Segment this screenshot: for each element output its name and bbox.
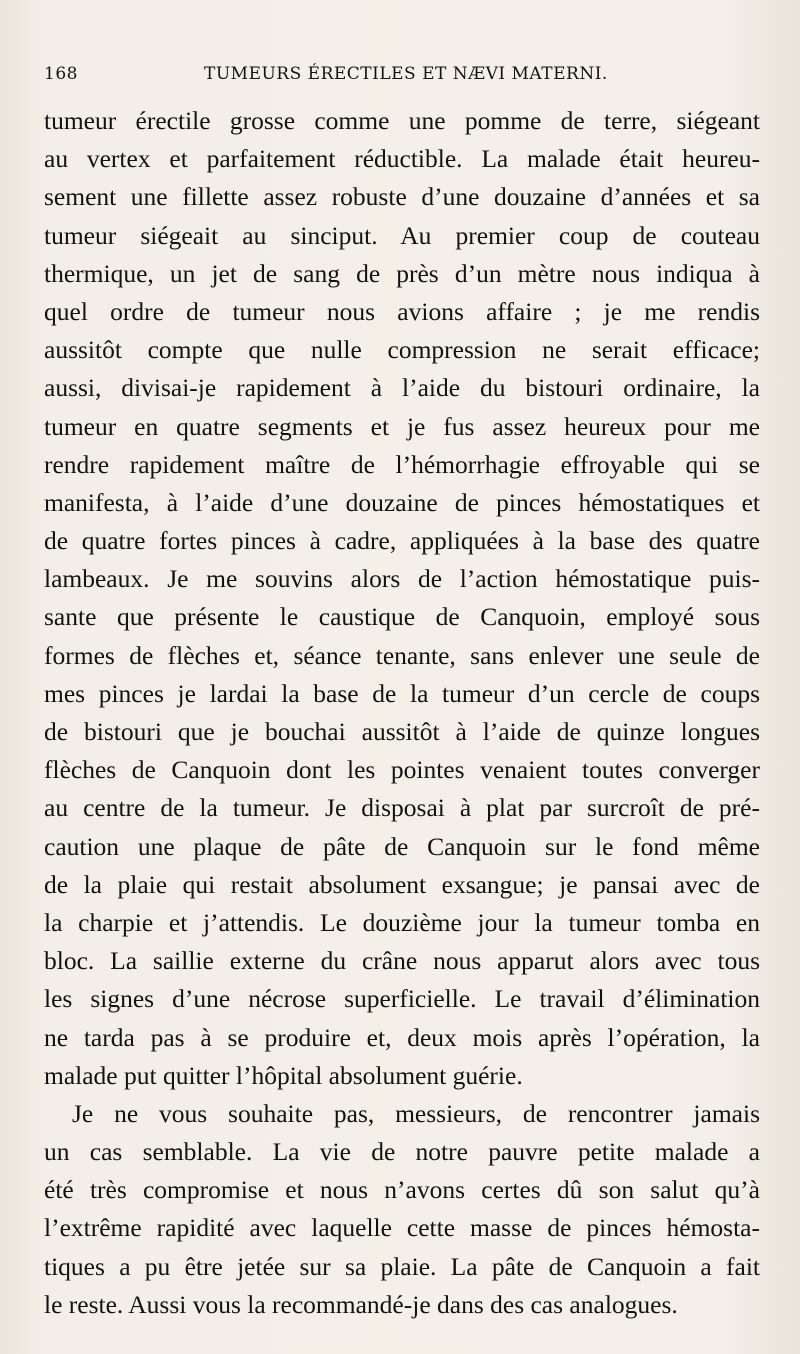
text-line: de la plaie qui restait absolument exsangue; je pansai avec de (44, 869, 760, 899)
text-line: flèches de Canquoin dont les pointes venaient toutes converger (44, 755, 760, 785)
text-line: de quatre fortes pinces à cadre, appliquées à la base des quatre (44, 526, 760, 556)
running-head-title: TUMEURS ÉRECTILES ET NÆVI MATERNI. (204, 64, 608, 84)
text-line: mes pinces je lardai la base de la tumeur d’un cercle de coups (44, 678, 760, 708)
paragraph-2 (44, 1095, 760, 1324)
text-line: caution une plaque de pâte de Canquoin sur le fond même (44, 831, 760, 861)
text-line: rendre rapidement maître de l’hémorrhagie effroyable qui se (44, 449, 760, 479)
text-line: aussi, divisai-je rapidement à l’aide du bistouri ordinaire, la (44, 373, 760, 403)
paragraph-1 (44, 102, 760, 1095)
text-line: au vertex et parfaitement réductible. La malade était heureu- (44, 144, 760, 174)
body-text (44, 102, 760, 1324)
text-line: lambeaux. Je me souvins alors de l’action hémostatique puis- (44, 564, 760, 594)
text-line: au centre de la tumeur. Je disposai à plat par surcroît de pré- (44, 793, 760, 823)
text-line: tumeur en quatre segments et je fus assez heureux pour me (44, 411, 760, 441)
text-line: tiques a pu être jetée sur sa plaie. La pâte de Canquoin a fait (44, 1251, 760, 1281)
running-head (44, 64, 760, 94)
text-line: sante que présente le caustique de Canquoin, employé sous (44, 602, 760, 632)
text-line: formes de flèches et, séance tenante, sans enlever une seule de (44, 640, 760, 670)
text-line: ne tarda pas à se produire et, deux mois après l’opération, la (44, 1022, 760, 1052)
text-line: l’extrême rapidité avec laquelle cette masse de pinces hémosta- (44, 1213, 760, 1243)
text-line: tumeur érectile grosse comme une pomme de terre, siégeant (44, 106, 760, 135)
text-line: thermique, un jet de sang de près d’un mètre nous indiqua à (44, 258, 760, 288)
text-line: Je ne vous souhaite pas, messieurs, de rencontrer jamais (72, 1098, 760, 1128)
text-line: aussitôt compte que nulle compression ne serait efficace; (44, 335, 760, 365)
text-line: quel ordre de tumeur nous avions affaire ; je me rendis (44, 296, 760, 326)
text-line: malade put quitter l’hôpital absolument guérie. (44, 1060, 523, 1090)
text-line: manifesta, à l’aide d’une douzaine de pinces hémostatiques et (44, 487, 760, 517)
text-line: un cas semblable. La vie de notre pauvre petite malade a (44, 1137, 760, 1167)
page-number: 168 (44, 64, 78, 84)
text-line: sement une fillette assez robuste d’une douzaine d’années et sa (44, 182, 760, 212)
text-line: la charpie et j’attendis. Le douzième jour la tumeur tomba en (44, 907, 760, 937)
text-line: de bistouri que je bouchai aussitôt à l’aide de quinze longues (44, 717, 760, 746)
text-line: tumeur siégeait au sinciput. Au premier coup de couteau (44, 220, 760, 250)
text-line: été très compromise et nous n’avons certes dû son salut qu’à (44, 1175, 760, 1205)
text-line: bloc. La saillie externe du crâne nous apparut alors avec tous (44, 946, 760, 976)
text-line: le reste. Aussi vous la recommandé-je dans des cas analogues. (44, 1289, 678, 1319)
text-line: les signes d’une nécrose superficielle. Le travail d’élimination (44, 984, 760, 1014)
